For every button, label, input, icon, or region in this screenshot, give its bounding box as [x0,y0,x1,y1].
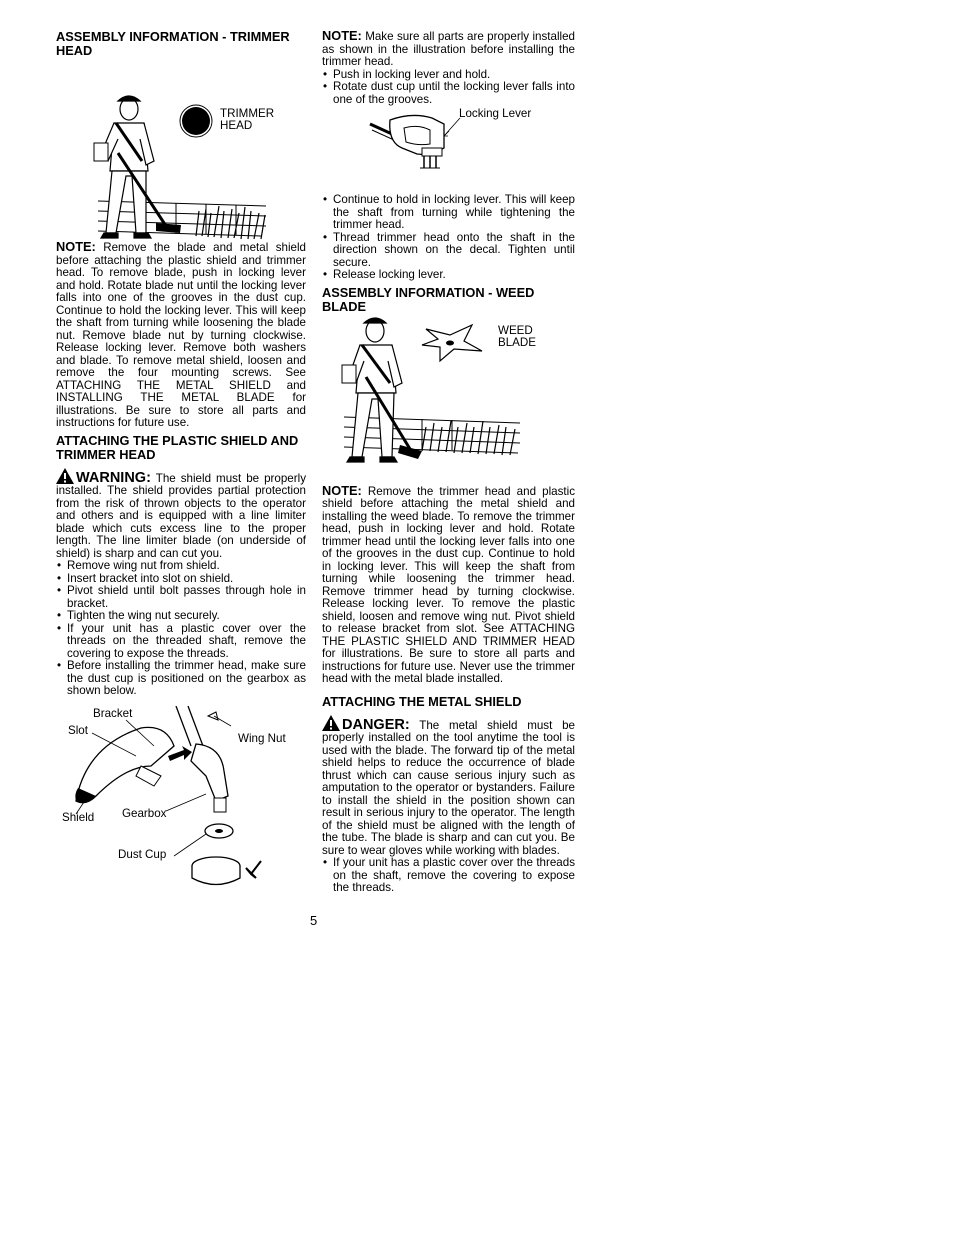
note-lead: NOTE: [56,239,96,254]
list-item: • Tighten the wing nut securely. [56,610,306,623]
bracket-label: Bracket [93,706,133,720]
shield-label: Shield [62,810,95,824]
locking-bullet-list [322,69,575,107]
danger-paragraph [322,715,575,858]
list-item: • Push in locking lever and hold. [322,69,575,82]
warning-lead: WARNING: [76,469,151,486]
list-item: • Remove wing nut from shield. [56,560,306,573]
trimmer-head-label: TRIMMER HEAD [220,107,275,132]
list-item: • Insert bracket into slot on shield. [56,573,306,586]
shield-bullet-list [56,560,306,698]
figure-locking-lever [322,106,575,194]
figure-shield-gearbox [56,706,306,906]
heading-trimmer-head: ASSEMBLY INFORMATION - TRIMMER HEAD [56,29,290,58]
list-item: • Before installing the trimmer head, make sure the dust cup is positioned on the gearbox as shown below. [56,660,306,698]
warning-paragraph [56,468,306,561]
note-text: Remove the trimmer head and plastic shield before attaching the metal shield and installing the weed blade. To remove the trimmer head, push in locking lever and hold. Rotate trimmer head until the locking lever falls into one of the grooves in the dust cup. Continue to hold in locking lever. This will keep the shaft from turning while loosening the trimmer head. Remove trimmer head by turning clockwise. Release locking lever. To remove the plastic shield, loosen and remove wing nut. Pivot shield to release bracket from slot. See ATTACHING THE PLASTIC SHIELD AND TRIMMER HEAD for illustrations. Be sure to store all parts and instructions for future use. Never use the trimmer head with the metal blade installed. [322,484,575,685]
warning-icon [56,468,74,484]
gearbox-label: Gearbox [122,806,167,820]
note-paragraph-1 [56,241,306,430]
heading-metal-shield: ATTACHING THE METAL SHIELD [322,693,522,709]
cover-bullet-list [322,857,575,895]
page-number: 5 [310,913,318,928]
operator-trimmer-illustration [56,61,306,241]
list-item: • Pivot shield until bolt passes through hole in bracket. [56,585,306,610]
tighten-bullet-list [322,194,575,282]
danger-lead: DANGER: [342,716,410,733]
danger-text: The metal shield must be properly installed on the tool anytime the tool is used with the blade. The forward tip of the metal shield helps to reduce the occurrence of blade thrust which can cause serious injury such as amputation to the operator or bystanders. Failure to install the shield in the position shown can result in serious injury to the operator. The length of the shield must be aligned with the length of the tube. The blade is sharp and can cut you. Be sure to wear gloves while working with blades. [322,718,575,857]
warning-text: The shield must be properly installed. The shield provides partial protection from the risk of thrown objects to the operator and others and is equipped with a line limiter blade which cuts excess line to the proper length. The line limiter blade (on underside of shield) is sharp and can cut you. [56,471,306,560]
list-item: • Rotate dust cup until the locking lever falls into one of the grooves. [322,81,575,106]
list-item: • Release locking lever. [322,269,575,282]
figure-operator-trimmer-head [56,61,306,241]
note-paragraph-3 [322,482,575,686]
slot-label: Slot [68,723,88,737]
right-column [322,30,575,895]
list-item: • Thread trimmer head onto the shaft in the direction shown on the decal. Tighten until secure. [322,232,575,270]
dust-cup-label: Dust Cup [118,847,167,861]
note-paragraph-2 [322,30,575,69]
figure-operator-weed-blade [322,317,575,479]
wing-nut-label: Wing Nut [238,731,286,745]
note-text: Remove the blade and metal shield before attaching the plastic shield and trimmer head. To remove blade, push in locking lever and hold. Rotate blade nut until the locking lever falls into one of the grooves in the dust cup. Continue to hold the locking lever. This will keep the shaft from turning while loosening the blade nut. Remove blade nut by turning clockwise. Release locking lever. Remove both washers and blade. To remove metal shield, loosen and remove the four mounting screws. See ATTACHING THE METAL SHIELD and INSTALLING THE METAL BLADE for illustrations. Be sure to store all parts and instructions for future use. [56,241,306,429]
heading-plastic-shield: ATTACHING THE PLASTIC SHIELD AND TRIMMER HEAD [56,432,299,462]
list-item: • If your unit has a plastic cover over the threads on the shaft, remove the covering to expose the threads. [322,857,575,895]
heading-weed-blade: ASSEMBLY INFORMATION - WEED BLADE [322,284,535,314]
note-lead: NOTE: [322,28,362,43]
locking-lever-illustration [322,106,575,194]
list-item: • Continue to hold in locking lever. This will keep the shaft from turning while tightening the trimmer head. [322,194,575,232]
list-item: • If your unit has a plastic cover over the threads on the threaded shaft, remove the covering to expose the threads. [56,623,306,661]
weed-blade-label: WEED BLADE [498,323,537,349]
note-lead: NOTE: [322,482,362,498]
danger-icon [322,715,340,731]
left-column [56,30,306,906]
locking-lever-label: Locking Lever [459,107,532,120]
note-text: Make sure all parts are properly installed as shown in the illustration before installing the trimmer head. [322,30,575,68]
